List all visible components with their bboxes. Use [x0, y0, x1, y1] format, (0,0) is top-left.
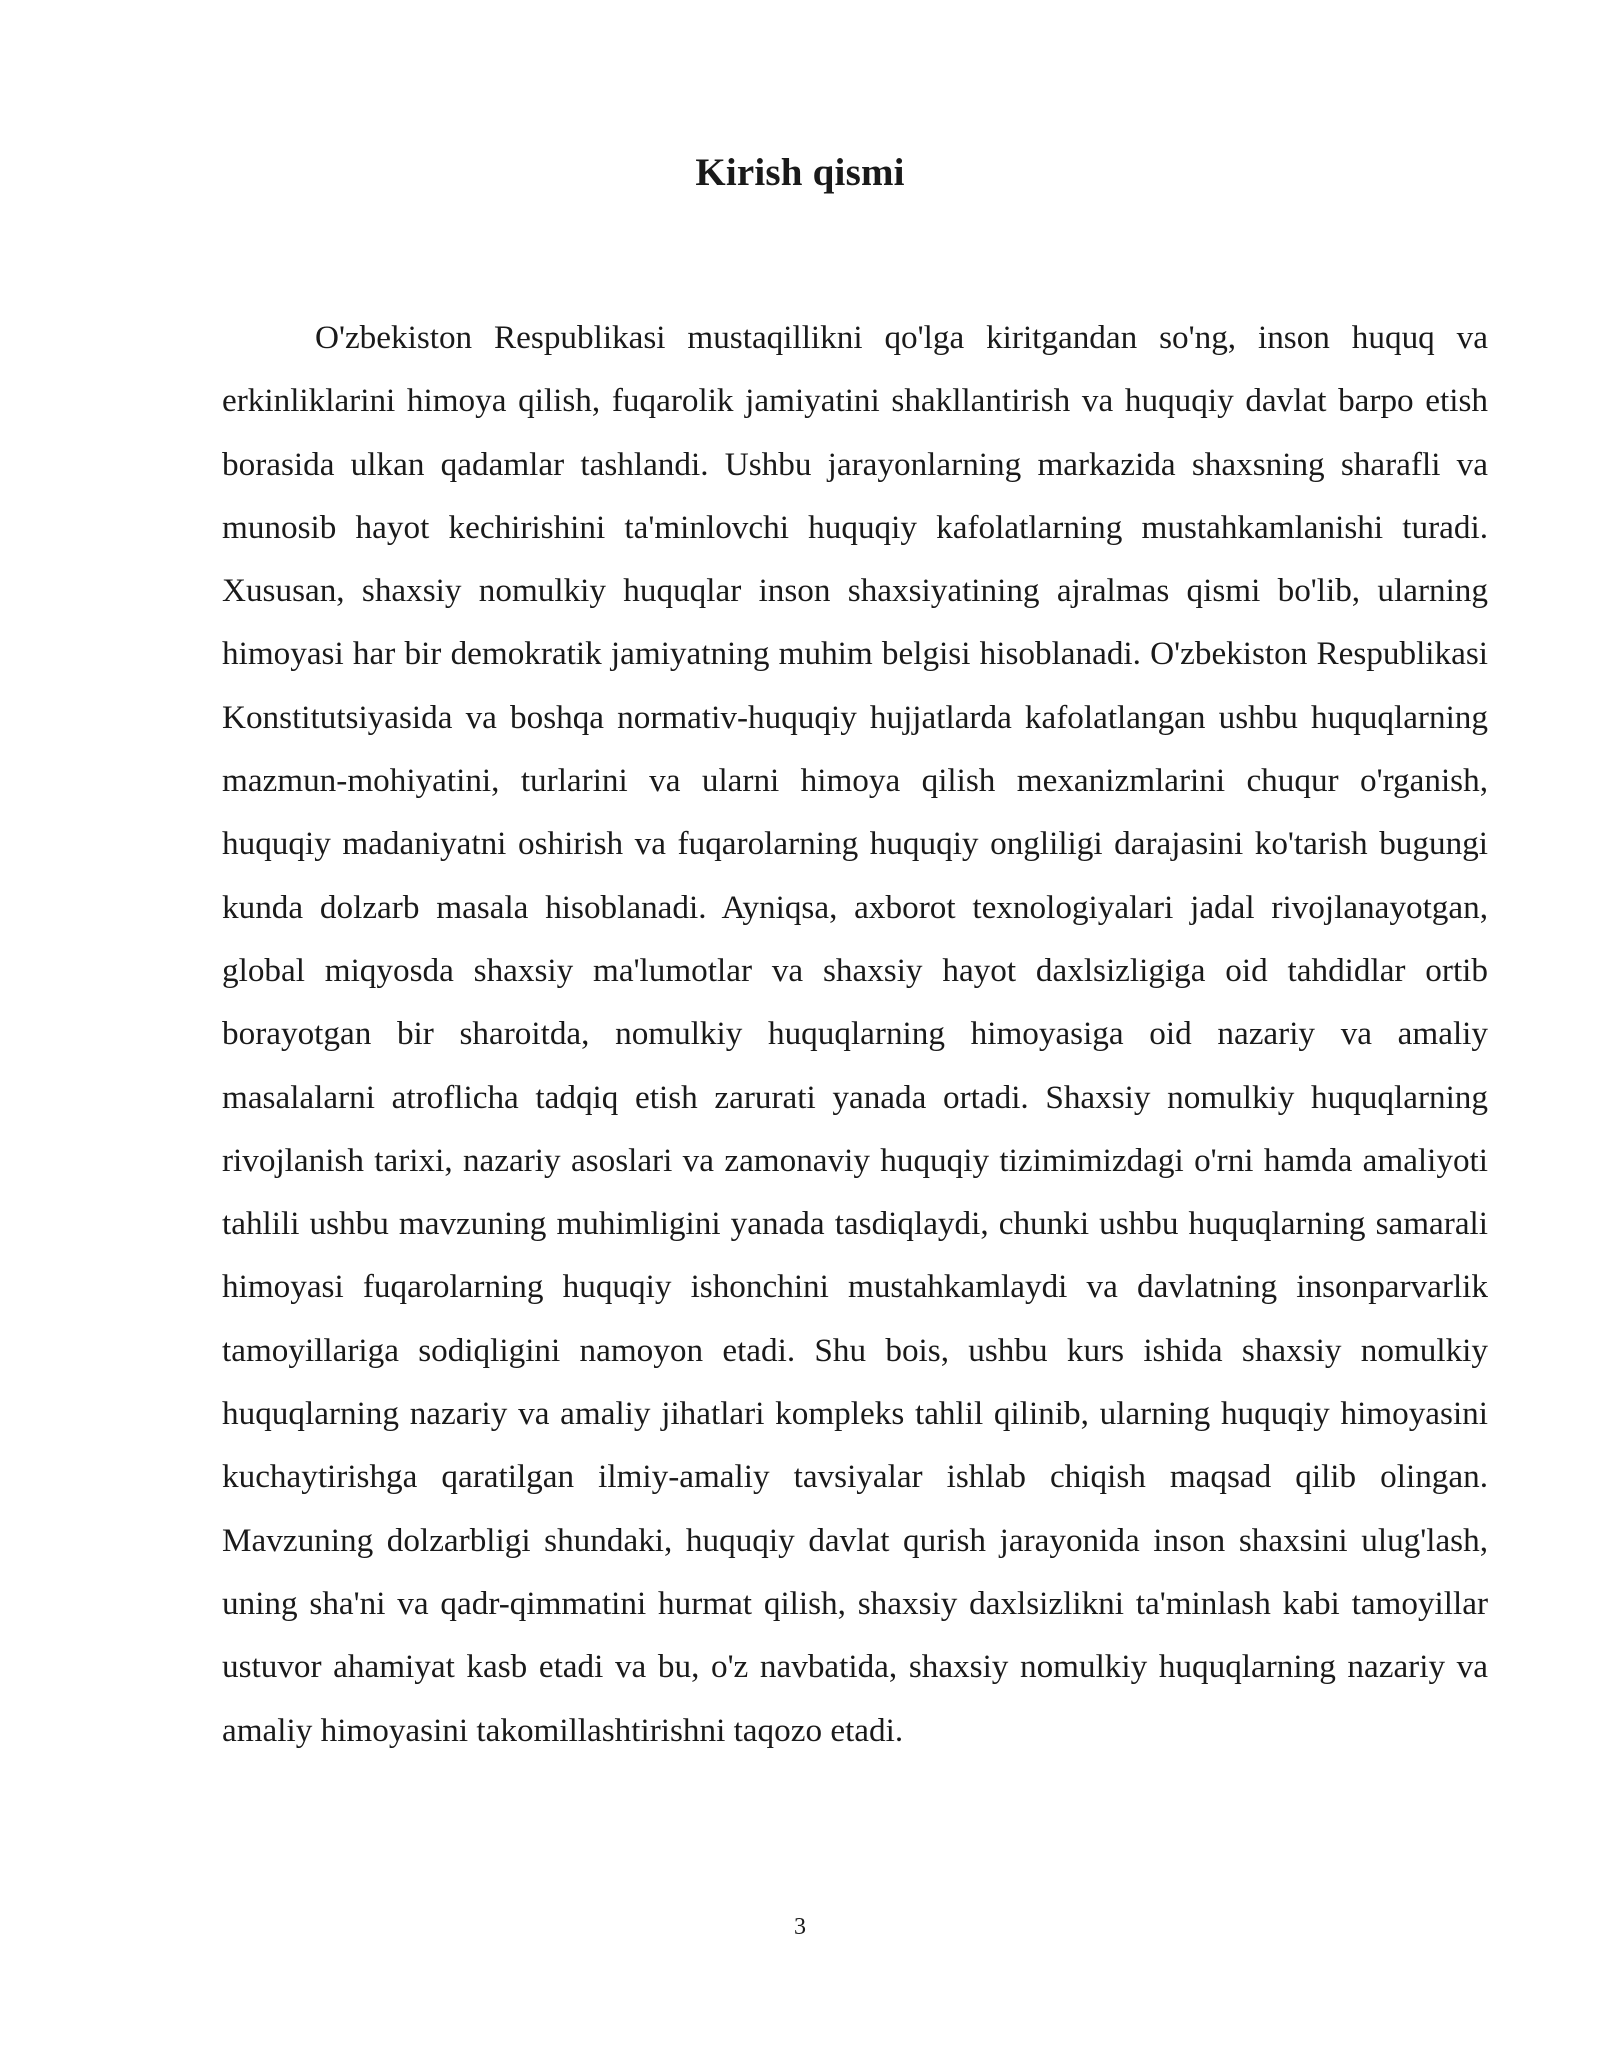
page-number: 3	[794, 1914, 806, 1940]
body-paragraph: O'zbekiston Respublikasi mustaqillikni qo'lga kiritgandan so'ng, inson huquq va erkinliklarini himoya qilish, fuqarolik jamiyatini shakllantirish va huquqiy davlat barpo etish borasida ulkan qadamlar tashlandi. Ushbu jarayonlarning markazida shaxsning sharafli va munosib hayot kechirishini ta'minlovchi huquqiy kafolatlarning mustahkamlanishi turadi. Xususan, shaxsiy nomulkiy huquqlar inson shaxsiyatining ajralmas qismi bo'lib, ularning himoyasi har bir demokratik jamiyatning muhim belgisi hisoblanadi. O'zbekiston Respublikasi Konstitutsiyasida va boshqa normativ-huquqiy hujjatlarda kafolatlangan ushbu huquqlarning mazmun-mohiyatini, turlarini va ularni himoya qilish mexanizmlarini chuqur o'rganish, huquqiy madaniyatni oshirish va fuqarolarning huquqiy ongliligi darajasini ko'tarish bugungi kunda dolzarb masala hisoblanadi. Ayniqsa, axborot texnologiyalari jadal rivojlanayotgan, global miqyosda shaxsiy ma'lumotlar va shaxsiy hayot daxlsizligiga oid tahdidlar ortib borayotgan bir sharoitda, nomulkiy huquqlarning himoyasiga oid nazariy va amaliy masalalarni atroflicha tadqiq etish zarurati yanada ortadi. Shaxsiy nomulkiy huquqlarning rivojlanish tarixi, nazariy asoslari va zamonaviy huquqiy tizimimizdagi o'rni hamda amaliyoti tahlili ushbu mavzuning muhimligini yanada tasdiqlaydi, chunki ushbu huquqlarning samarali himoyasi fuqarolarning huquqiy ishonchini mustahkamlaydi va davlatning insonparvarlik tamoyillariga sodiqligini namoyon etadi. Shu bois, ushbu kurs ishida shaxsiy nomulkiy huquqlarning nazariy va amaliy jihatlari kompleks tahlil qilinib, ularning huquqiy himoyasini kuchaytirishga qaratilgan ilmiy-amaliy tavsiyalar ishlab chiqish maqsad qilib olingan. Mavzuning dolzarbligi shundaki, huquqiy davlat qurish jarayonida inson shaxsini ulug'lash, uning sha'ni va qadr-qimmatini hurmat qilish, shaxsiy daxlsizlikni ta'minlash kabi tamoyillar ustuvor ahamiyat kasb etadi va bu, o'z navbatida, shaxsiy nomulkiy huquqlarning nazariy va amaliy himoyasini takomillashtirishni taqozo etadi.	[222, 319, 1488, 1749]
page-title: Kirish qismi	[695, 151, 905, 194]
